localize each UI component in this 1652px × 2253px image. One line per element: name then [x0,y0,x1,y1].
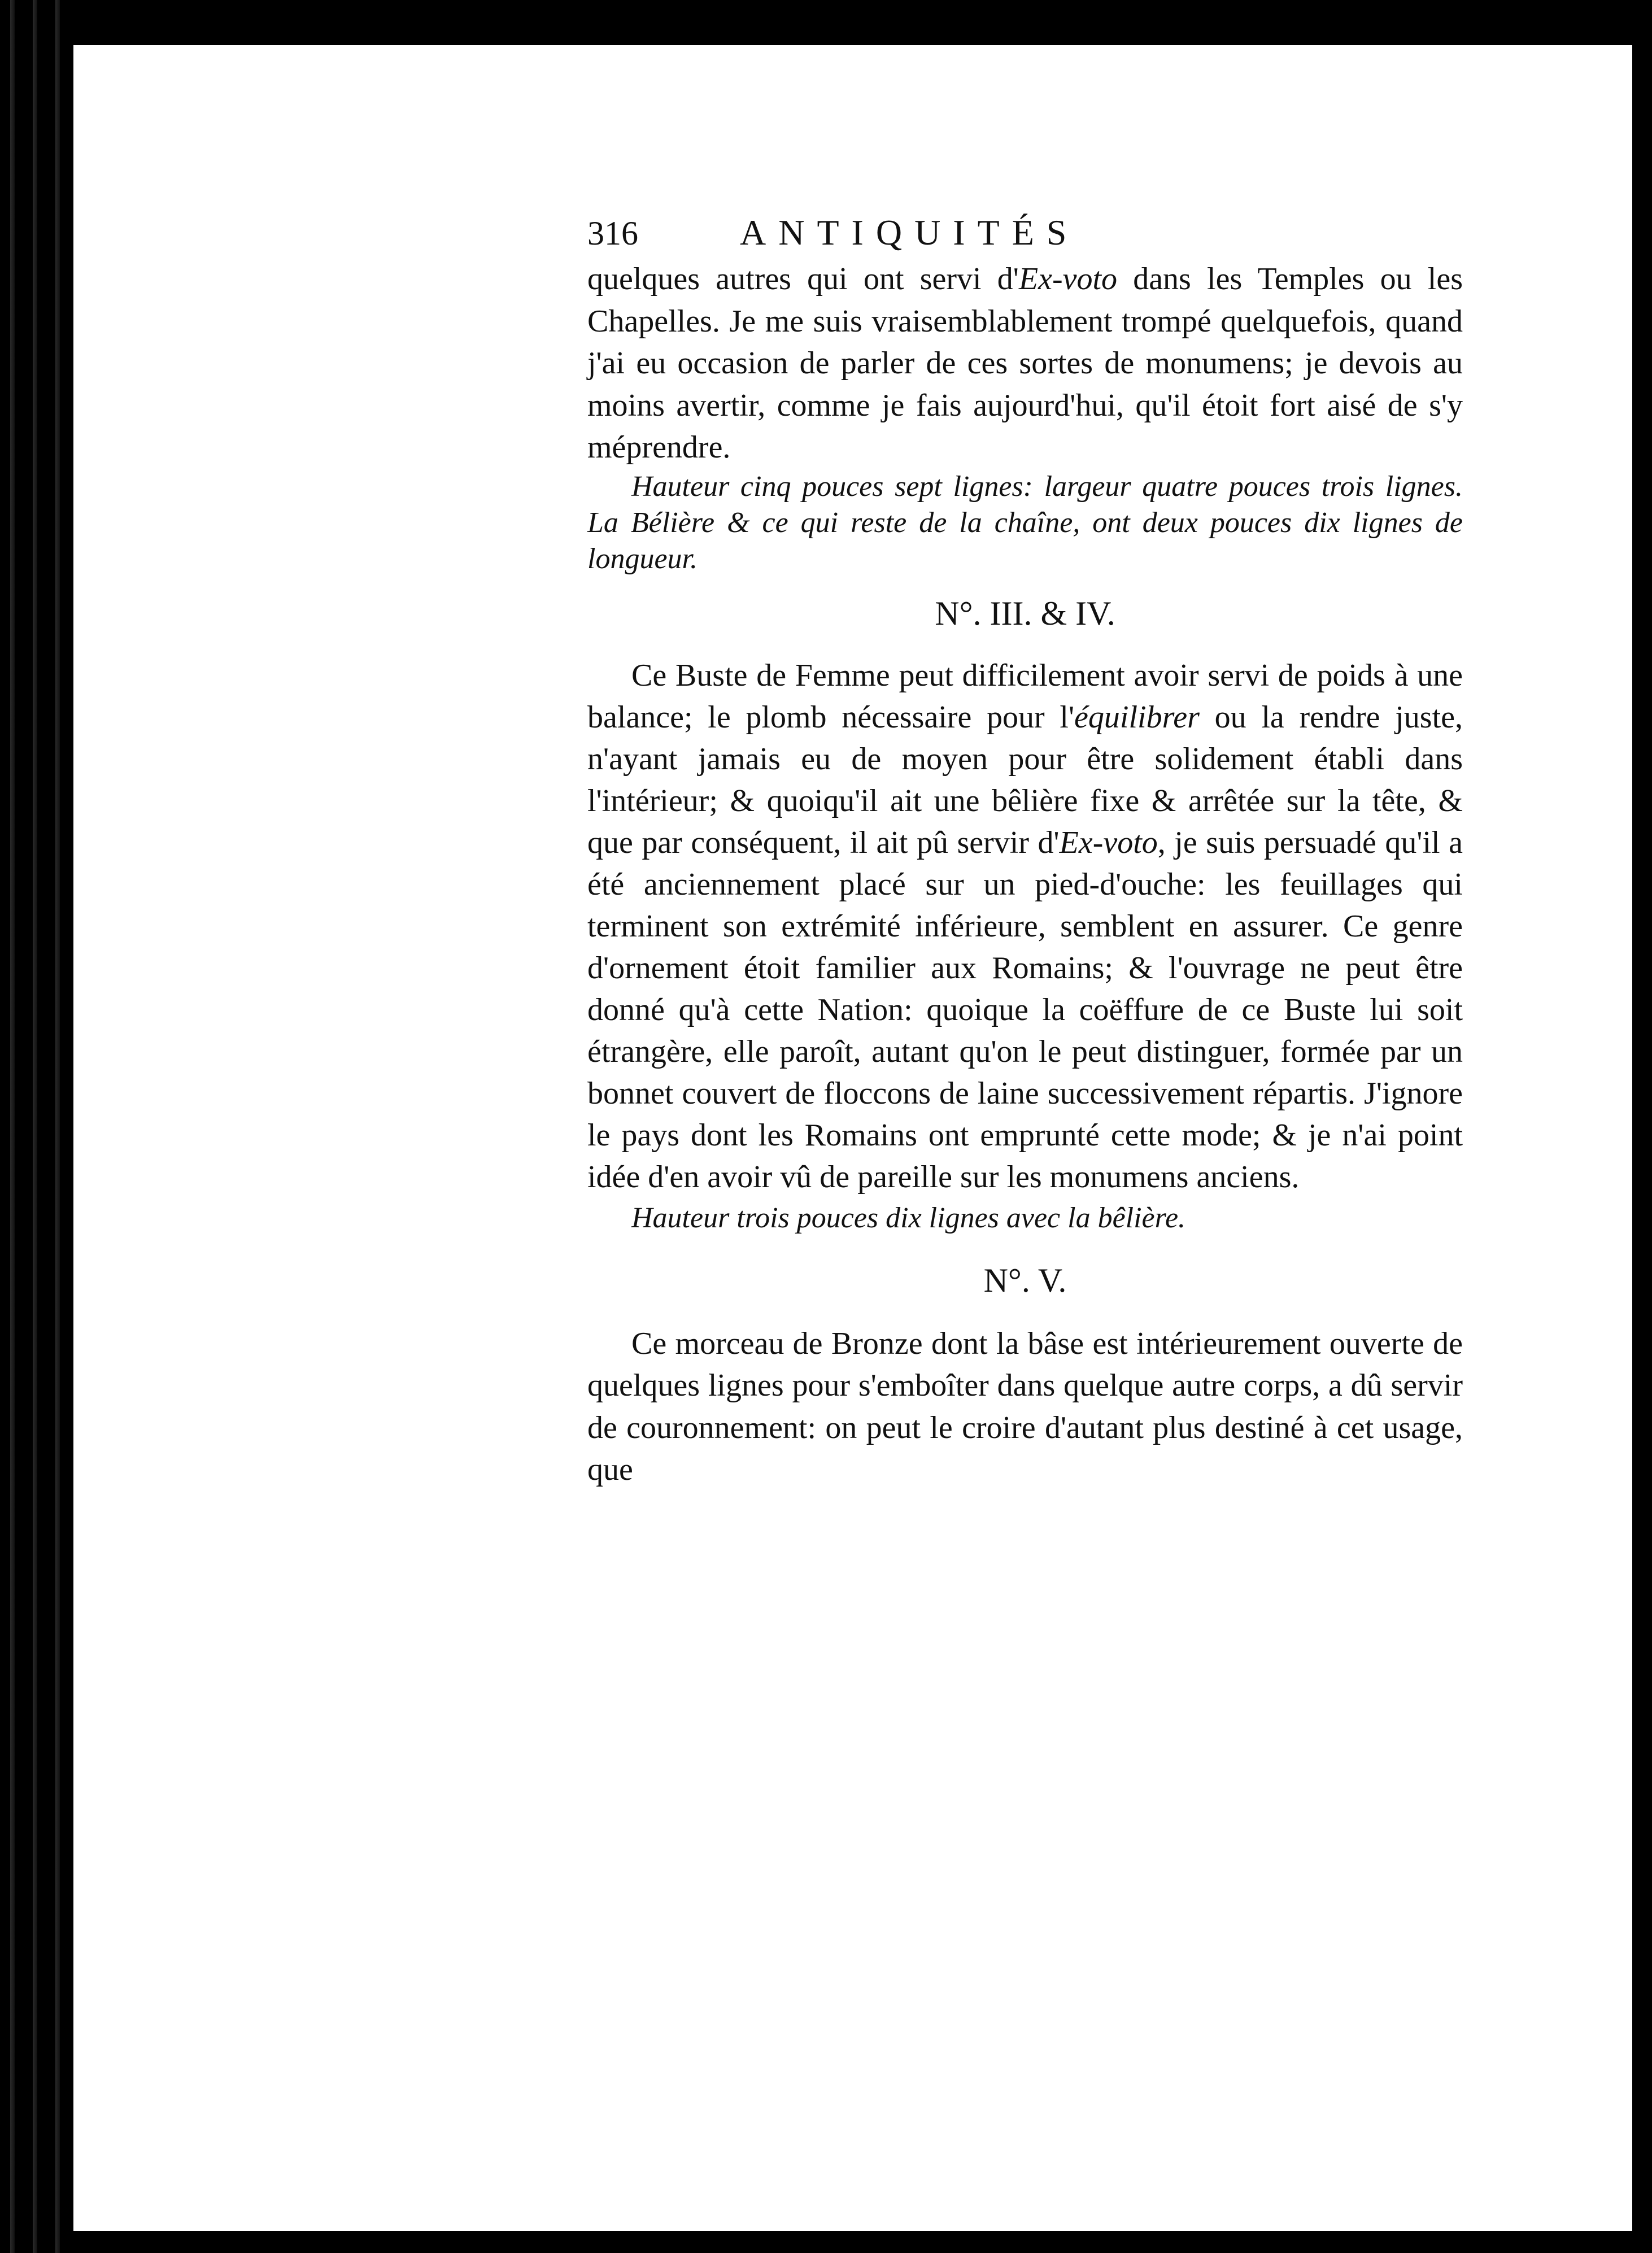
scan-gutter [0,0,73,2253]
paragraph-5: Ce morceau de Bronze dont la bâse est intérieurement ouverte de quelques lignes pour s'emboîter dans quelque autre corps, a dû servir de couronnement: on peut le croire d'autant plus destiné à cet usage, que [587,1326,1463,1487]
measurement-note-2: Hauteur trois pouces dix lignes avec la bêlière. [631,1201,1186,1234]
paragraph-3-emphasis-1: équilibrer [1074,699,1200,735]
paragraph-1-text-b: dans les Temples ou les Chapelles. Je me suis vraisemblablement trompé quelquefois, quand j'ai eu occasion de parler de ces sortes de monumens; je devois au moins avertir, comme je fais aujourd'hui, qu'il étoit fort aisé de s'y méprendre. [587,262,1463,465]
paragraph-1-emphasis: Ex-voto [1018,262,1117,297]
running-title: ANTIQUITÉS [740,212,1079,252]
paragraph-3-emphasis-2: Ex-voto [1059,825,1158,860]
page-number: 316 [587,215,638,252]
paragraph-3 [587,655,1463,1198]
section-heading-iii-iv: N°. III. & IV. [935,594,1115,632]
measurement-note-1: Hauteur cinq pouces sept lignes: largeur quatre pouces trois lignes. La Bélière & ce qui reste de la chaîne, ont deux pouces dix lignes de longueur. [587,470,1463,575]
paragraph-1-text-a: quelques autres qui ont servi d' [587,262,1019,297]
section-heading-v: N°. V. [983,1261,1067,1299]
page-header [587,212,1463,257]
paragraph-1 [587,258,1463,469]
paragraph-3-text-c: , je suis persuadé qu'il a été anciennement placé sur un pied-d'ouche: les feuillages qui terminent son extrémité inférieure, semblent en assurer. Ce genre d'ornement étoit familier aux Romains; & l'ouvrage ne peut être donné qu'à cette Nation: quoique la coëffure de ce Buste lui soit étrangère, elle paroît, autant qu'on le peut distinguer, formée par un bonnet couvert de floccons de laine successivement répartis. J'ignore le pays dont les Romains ont emprunté cette mode; & je n'ai point idée d'en avoir vû de pareille sur les monumens anciens. [587,825,1463,1195]
text-block [587,212,1463,1491]
paragraph-3-text-a: Ce Buste de Femme peut difficilement avoir servi de poids à une balance; le plomb nécessaire pour l' [587,657,1463,735]
paragraph-3-text-b: ou la rendre juste, n'ayant jamais eu de moyen pour être solidement établi dans l'intérieur; & quoiqu'il ait une bêlière fixe & arrêtée sur la tête, & que par conséquent, il ait pû servir d' [587,699,1463,860]
